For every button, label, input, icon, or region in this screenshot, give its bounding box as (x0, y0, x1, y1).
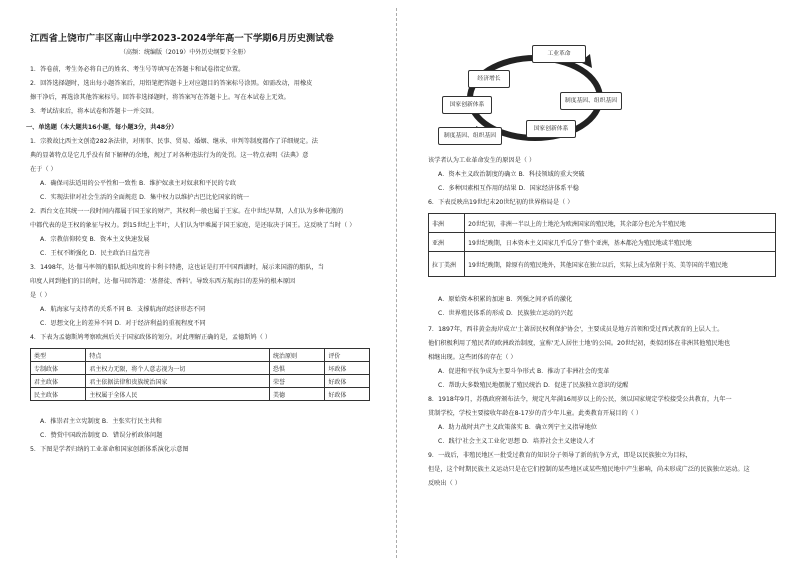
table-cell: 亚洲 (429, 233, 465, 252)
table-cell: 坏政体 (325, 362, 370, 375)
table-header: 类型 (31, 349, 86, 362)
node-economic-growth: 经济增长 (468, 70, 510, 88)
instruction-line: 1．答卷前，考生务必将自己的姓名、考生号等填写在答题卡和试卷指定位置。 (30, 66, 245, 73)
question-line: 8．1918年9月，苏俄政府颁布法令，规定凡年满16周岁以上的公民，须以国家规定学校接受公共教育，九年一 (428, 396, 732, 403)
option-line: A．宗教信仰转变 B．资本主义快速发展 (40, 236, 150, 243)
option-line: A．助力战时共产主义政策落实 B．确立列宁主义指导地位 (438, 424, 597, 431)
question-line: 4．下表为孟德斯鸠考察欧洲后关于国家政体的划分。对此理解正确的是，孟德斯鸠（ ） (30, 334, 272, 341)
table-row (429, 252, 776, 277)
question-line: 2．西台文在其统一一段时间内都属于国王家的财产，其权利一般也属于王家。在中世纪早期，人们认为多种花瓶的 (30, 208, 344, 215)
table-header: 统治原则 (270, 349, 325, 362)
government-types-table (30, 348, 370, 401)
option-line: C．实现法律对社会生活的全面规范 D．集中权力以维护古巴比伦国家的统一 (40, 194, 250, 201)
question-line: 1．宗教故比西主文创造282条法律，对刑事、民事、贸易、婚姻、继承、审判等制度都作了详细规定。法 (30, 138, 318, 145)
option-line: C．思想文化上的差异不同 D．对于经济利益的重视程度不同 (40, 320, 206, 327)
question-line: 印度人问到他们的目的时，达·伽马回答道：'基督徒、香料'。导致东西方航海目的差异的根本原因 (30, 278, 296, 285)
question-line: 6．下表反映出19世纪末20世纪初的世界格局是（ ） (428, 199, 574, 206)
question-line: 相继出现。这些团体的存在（ ） (428, 354, 517, 361)
question-line: 是（ ） (30, 292, 51, 299)
question-line: 贯制学校，学校主要接收年龄在8-17岁的青少年儿童。此类教育开展目的（ ） (428, 410, 643, 417)
question-line: 5．下图是学者归纳的工业革命和国家创新体系演化示意图 (30, 446, 189, 453)
question-line: 反映出（ ） (428, 480, 461, 487)
option-line: A．促进和平抗争成为主要斗争形式 B．推动了非洲社会的变革 (438, 368, 610, 375)
table-cell: 荣誉 (270, 375, 325, 388)
option-line: C．践行'社会主义工业化'思想 D．培养社会主义建设人才 (438, 438, 595, 445)
node-institution-genes: 制度基因、组织基因 (560, 92, 622, 110)
world-pattern-table (428, 213, 776, 277)
table-cell: 好政体 (325, 375, 370, 388)
table-header: 特点 (86, 349, 270, 362)
node-national-innovation-system-2: 国家创新体系 (526, 120, 576, 138)
question-line: 7．1897年，西非黄金海岸成立'土著居民权利保护协会'，主要成员是地方首领和受过西式教育的上层人士。 (428, 326, 724, 333)
question-line: 中都代表的是王权的象征与权力。到15世纪上半叶，人们认为甲乘属于国王家庭，是还取决于国王。这反映了当时（ ） (30, 222, 356, 229)
question-line: 9．一战后，非殖民地区一批受过教育的知识分子领导了新的抗争方式，即是以民族独立为目标， (428, 452, 692, 459)
table-cell: 主权属于全体人民 (86, 388, 270, 401)
option-line: C．帮助大多数殖民地摆脱了殖民统治 D．促进了民族独立意识的觉醒 (438, 382, 629, 389)
table-row (429, 233, 776, 252)
table-cell: 君主依据法律和贵族统治国家 (86, 375, 270, 388)
table-row (31, 375, 370, 388)
option-line: A．原始资本积累的加速 B．列强之间矛盾的激化 (438, 296, 573, 303)
node-industrial-revolution: 工业革命 (532, 45, 586, 63)
table-row (429, 214, 776, 233)
node-institution-genes-2: 制度基因、组织基因 (438, 127, 502, 145)
option-line: C．赞赏中国政治制度 D．错误分析政体问题 (40, 432, 163, 439)
table-cell: 非洲 (429, 214, 465, 233)
table-cell: 民主政体 (31, 388, 86, 401)
question-line: 在于（ ） (30, 166, 57, 173)
table-cell: 20世纪初，非洲一半以上的土地沦为欧洲国家的殖民地，其余部分也沦为半殖民地 (465, 214, 776, 233)
option-line: C．多种因素相互作用的结果 D．国家经济体系平稳 (438, 185, 579, 192)
table-cell: 君主政体 (31, 375, 86, 388)
option-line: A．确保司法适用的公平性和一致性 B．维护奴隶主对奴隶和平民的专政 (40, 180, 237, 187)
table-row (31, 362, 370, 375)
table-cell: 好政体 (325, 388, 370, 401)
table-cell: 拉丁美洲 (429, 252, 465, 277)
question-line: 该学者认为工业革命发生的原因是（ ） (428, 157, 536, 164)
instruction-line: 擦干净后，再选涂其他答案标号。回答非选择题时，将答案写在答题卡上。写在本试卷上无效。 (30, 94, 290, 101)
option-line: A．航海家与支持者的关系不同 B．支撑航海的经济形态不同 (40, 306, 206, 313)
instruction-line: 3．考试结束后，将本试卷和答题卡一并交回。 (30, 108, 158, 115)
question-line: 但是，这个时期民族主义运动只是在它们控制的某些地区或某些殖民地中产生影响，尚未形成广泛的民族独立运动。这 (428, 466, 750, 473)
section-heading: 一、单选题（本大题共16小题，每小题3分，共48分） (26, 124, 178, 131)
table-cell: 美德 (270, 388, 325, 401)
option-line: A．资本主义政治制度的确立 B．科技领域的重大突破 (438, 171, 585, 178)
question-line: 典的显著特点是它几乎没有留下解释的余地，规过了对各种违法行为的处罚。这一特点表明《法典》意 (30, 152, 309, 159)
node-national-innovation-system: 国家创新体系 (442, 96, 492, 114)
page-title: 江西省上饶市广丰区南山中学2023-2024学年高一下学期6月历史测试卷 (30, 33, 334, 44)
option-line: C．世界殖民体系的形成 D．民族独立运动的兴起 (438, 310, 573, 317)
page-subtitle: （高频：统编版（2019）中外历史纲要下全册） (120, 49, 250, 56)
table-cell: 专制政体 (31, 362, 86, 375)
instruction-line: 2．回答选择题时，选出每小题答案后，用铅笔把答题卡上对应题目的答案标号涂黑。如需改动，用橡皮 (30, 80, 313, 87)
table-cell: 19世纪晚期，除原有的殖民地外，其他国家在独立以后，实际上成为依附于英、美等国的半殖民地 (465, 252, 776, 277)
option-line: A．推崇君主立宪制度 B．主张实行民主共和 (40, 418, 162, 425)
question-line: 他们积极利用了殖民者的欧洲政治制度，宣称'无人居住土地'的公国。20世纪初，类似团体在非洲其他殖民地也 (428, 340, 731, 347)
table-cell: 19世纪晚期，日本资本主义国家几乎瓜分了整个亚洲，基本都沦为殖民地或半殖民地 (465, 233, 776, 252)
question-line: 3．1498年，达·伽马率领的船队抵达印度的卡利卡特港，这也证是打开中国西湖时，展示来国游的船队，当 (30, 264, 324, 271)
column-divider (396, 8, 397, 558)
table-header: 评价 (325, 349, 370, 362)
table-cell: 恐惧 (270, 362, 325, 375)
table-cell: 君主权力无限，将个人意志视为一切 (86, 362, 270, 375)
option-line: C．王权不断强化 D．民主政治日益完善 (40, 250, 151, 257)
table-row (31, 388, 370, 401)
table-header-row (31, 349, 370, 362)
